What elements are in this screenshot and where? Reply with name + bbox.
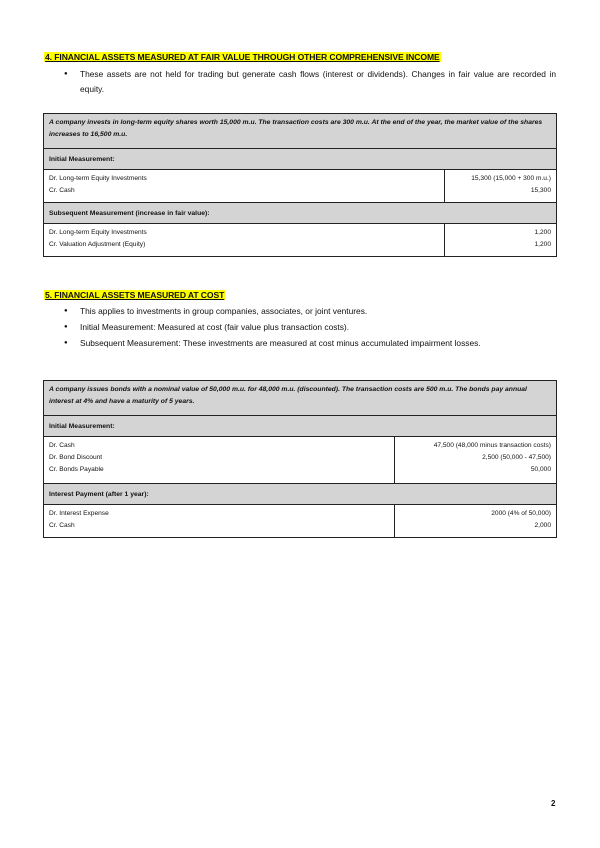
section-5-bullet: ● Initial Measurement: Measured at cost (fair value plus transaction costs). (64, 320, 556, 335)
amount-line: 2,000 (534, 522, 551, 529)
journal-amounts (395, 505, 557, 538)
section-4-bullet: ● These assets are not held for trading but generate cash flows (interest or dividends). Changes in fair value are recorded in equity. (64, 67, 556, 97)
initial-measurement-label: Initial Measurement: (44, 416, 557, 437)
section-5-example-table (43, 380, 557, 538)
section-5-heading (44, 290, 225, 300)
amount-line: 1,200 (534, 241, 551, 248)
subsequent-measurement-label: Subsequent Measurement (increase in fair value): (44, 203, 557, 224)
amount-line: 47,500 (48,000 minus transaction costs) (433, 442, 551, 449)
account-line: Cr. Cash (49, 522, 75, 529)
amount-line: 2,500 (50,000 - 47,500) (482, 454, 551, 461)
journal-accounts (44, 505, 395, 538)
journal-accounts (44, 437, 395, 484)
account-line: Cr. Cash (49, 187, 75, 194)
section-5-bullet: ● This applies to investments in group companies, associates, or joint ventures. (64, 304, 556, 319)
section-4-heading (44, 52, 441, 62)
scenario-text: A company invests in long-term equity shares worth 15,000 m.u. The transaction costs are 300 m.u. At the end of the year, the market value of the shares increases to 16,500 m.u. (44, 114, 557, 149)
account-line: Cr. Valuation Adjustment (Equity) (49, 241, 146, 248)
initial-measurement-label: Initial Measurement: (44, 149, 557, 170)
section-5-heading-text: 5. FINANCIAL ASSETS MEASURED AT COST (45, 290, 225, 300)
amount-line: 50,000 (530, 466, 551, 473)
account-line: Dr. Cash (49, 442, 75, 449)
amount-line: 1,200 (534, 229, 551, 236)
amount-line: 15,300 (530, 187, 551, 194)
section-4-bullets (64, 67, 556, 98)
journal-amounts (395, 437, 557, 484)
account-line: Dr. Bond Discount (49, 454, 103, 461)
journal-amounts (445, 224, 557, 257)
account-line: Dr. Interest Expense (49, 510, 109, 517)
account-line: Dr. Long-term Equity Investments (49, 175, 147, 182)
account-line: Cr. Bonds Payable (49, 466, 104, 473)
section-5-bullets (64, 304, 556, 352)
journal-accounts (44, 170, 445, 203)
interest-payment-label: Interest Payment (after 1 year): (44, 484, 557, 505)
page-number: 2 (551, 799, 556, 808)
journal-amounts (445, 170, 557, 203)
amount-line: 2000 (4% of 50,000) (491, 510, 551, 517)
section-5-bullet: ● Subsequent Measurement: These investments are measured at cost minus accumulated impairment losses. (64, 336, 556, 351)
section-4-heading-text: 4. FINANCIAL ASSETS MEASURED AT FAIR VALUE THROUGH OTHER COMPREHENSIVE INCOME (45, 52, 440, 62)
section-4-example-table (43, 113, 557, 257)
amount-line: 15,300 (15,000 + 300 m.u.) (471, 175, 551, 182)
scenario-text: A company issues bonds with a nominal value of 50,000 m.u. for 48,000 m.u. (discounted). The transaction costs are 500 m.u. The bonds pay annual interest at 4% and have a maturity of 5 years. (44, 381, 557, 416)
journal-accounts (44, 224, 445, 257)
account-line: Dr. Long-term Equity Investments (49, 229, 147, 236)
